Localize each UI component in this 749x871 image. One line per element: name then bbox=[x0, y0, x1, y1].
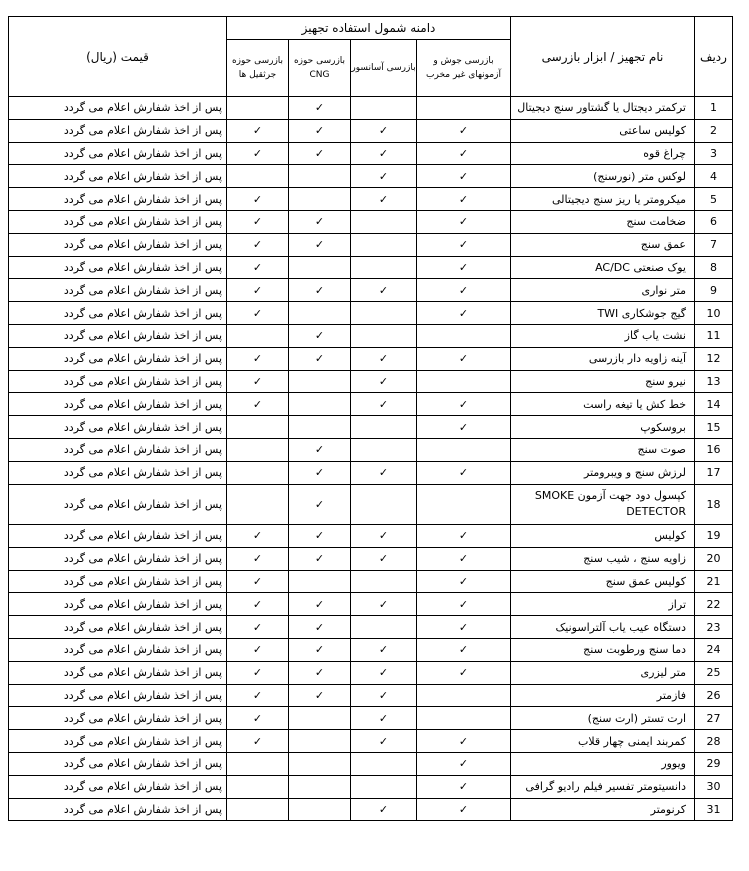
equipment-name: کولیس عمق سنج bbox=[511, 570, 695, 593]
equipment-name: چراغ قوه bbox=[511, 142, 695, 165]
empty-cell bbox=[351, 775, 417, 798]
check-mark-icon: ✓ bbox=[289, 547, 351, 570]
check-mark-icon: ✓ bbox=[351, 593, 417, 616]
check-mark-icon: ✓ bbox=[351, 525, 417, 548]
row-number: 18 bbox=[695, 484, 733, 525]
equipment-name: نیرو سنج bbox=[511, 370, 695, 393]
equipment-table bbox=[8, 16, 733, 821]
header-cranes: بازرسی حوزه جرثقیل ها bbox=[227, 40, 289, 97]
empty-cell bbox=[351, 438, 417, 461]
empty-cell bbox=[289, 370, 351, 393]
check-mark-icon: ✓ bbox=[227, 547, 289, 570]
check-mark-icon: ✓ bbox=[417, 525, 511, 548]
check-mark-icon: ✓ bbox=[417, 616, 511, 639]
empty-cell bbox=[289, 775, 351, 798]
row-number: 22 bbox=[695, 593, 733, 616]
empty-cell bbox=[227, 753, 289, 776]
check-mark-icon: ✓ bbox=[289, 484, 351, 525]
check-mark-icon: ✓ bbox=[351, 393, 417, 416]
table-row bbox=[9, 142, 733, 165]
empty-cell bbox=[289, 707, 351, 730]
empty-cell bbox=[351, 484, 417, 525]
table-row bbox=[9, 570, 733, 593]
check-mark-icon: ✓ bbox=[227, 639, 289, 662]
check-mark-icon: ✓ bbox=[227, 661, 289, 684]
row-number: 6 bbox=[695, 210, 733, 233]
empty-cell bbox=[227, 798, 289, 821]
table-row bbox=[9, 256, 733, 279]
empty-cell bbox=[289, 302, 351, 325]
check-mark-icon: ✓ bbox=[417, 730, 511, 753]
empty-cell bbox=[289, 730, 351, 753]
header-usage-scope: دامنه شمول استفاده تجهیز bbox=[227, 17, 511, 40]
equipment-name: کپسول دود جهت آزمون SMOKE DETECTOR bbox=[511, 484, 695, 525]
check-mark-icon: ✓ bbox=[289, 616, 351, 639]
empty-cell bbox=[351, 570, 417, 593]
equipment-name: تراز bbox=[511, 593, 695, 616]
table-row bbox=[9, 525, 733, 548]
check-mark-icon: ✓ bbox=[227, 210, 289, 233]
check-mark-icon: ✓ bbox=[289, 119, 351, 142]
equipment-name: ترکمتر دیجتال یا گشتاور سنج دیجیتال bbox=[511, 97, 695, 120]
empty-cell bbox=[289, 753, 351, 776]
empty-cell bbox=[351, 210, 417, 233]
empty-cell bbox=[227, 438, 289, 461]
equipment-name: دستگاه عیب یاب آلتراسونیک bbox=[511, 616, 695, 639]
equipment-name: کولیس ساعتی bbox=[511, 119, 695, 142]
check-mark-icon: ✓ bbox=[417, 775, 511, 798]
empty-cell bbox=[417, 684, 511, 707]
table-row bbox=[9, 233, 733, 256]
table-row bbox=[9, 684, 733, 707]
equipment-name: عمق سنج bbox=[511, 233, 695, 256]
empty-cell bbox=[227, 484, 289, 525]
check-mark-icon: ✓ bbox=[227, 616, 289, 639]
row-number: 25 bbox=[695, 661, 733, 684]
check-mark-icon: ✓ bbox=[289, 347, 351, 370]
check-mark-icon: ✓ bbox=[227, 279, 289, 302]
equipment-name: کمربند ایمنی چهار قلاب bbox=[511, 730, 695, 753]
empty-cell bbox=[227, 416, 289, 439]
table-row bbox=[9, 461, 733, 484]
price-cell: پس از اخذ شفارش اعلام می گردد bbox=[9, 639, 227, 662]
equipment-name: یوک صنعتی AC/DC bbox=[511, 256, 695, 279]
empty-cell bbox=[417, 707, 511, 730]
equipment-table-container bbox=[8, 16, 732, 821]
header-row-number: ردیف bbox=[695, 17, 733, 97]
table-row bbox=[9, 707, 733, 730]
row-number: 9 bbox=[695, 279, 733, 302]
row-number: 24 bbox=[695, 639, 733, 662]
check-mark-icon: ✓ bbox=[351, 370, 417, 393]
row-number: 10 bbox=[695, 302, 733, 325]
check-mark-icon: ✓ bbox=[417, 347, 511, 370]
row-number: 16 bbox=[695, 438, 733, 461]
check-mark-icon: ✓ bbox=[227, 119, 289, 142]
table-row bbox=[9, 324, 733, 347]
table-row bbox=[9, 438, 733, 461]
check-mark-icon: ✓ bbox=[417, 279, 511, 302]
table-row bbox=[9, 484, 733, 525]
table-row bbox=[9, 393, 733, 416]
check-mark-icon: ✓ bbox=[351, 639, 417, 662]
check-mark-icon: ✓ bbox=[417, 570, 511, 593]
price-cell: پس از اخذ شفارش اعلام می گردد bbox=[9, 593, 227, 616]
price-cell: پس از اخذ شفارش اعلام می گردد bbox=[9, 525, 227, 548]
price-cell: پس از اخذ شفارش اعلام می گردد bbox=[9, 279, 227, 302]
check-mark-icon: ✓ bbox=[227, 347, 289, 370]
check-mark-icon: ✓ bbox=[417, 639, 511, 662]
row-number: 12 bbox=[695, 347, 733, 370]
price-cell: پس از اخذ شفارش اعلام می گردد bbox=[9, 256, 227, 279]
row-number: 31 bbox=[695, 798, 733, 821]
empty-cell bbox=[227, 775, 289, 798]
table-row bbox=[9, 416, 733, 439]
price-cell: پس از اخذ شفارش اعلام می گردد bbox=[9, 753, 227, 776]
check-mark-icon: ✓ bbox=[227, 593, 289, 616]
price-cell: پس از اخذ شفارش اعلام می گردد bbox=[9, 798, 227, 821]
check-mark-icon: ✓ bbox=[351, 798, 417, 821]
equipment-name: زاویه سنج ، شیب سنج bbox=[511, 547, 695, 570]
empty-cell bbox=[417, 370, 511, 393]
check-mark-icon: ✓ bbox=[417, 142, 511, 165]
empty-cell bbox=[351, 233, 417, 256]
empty-cell bbox=[417, 324, 511, 347]
empty-cell bbox=[417, 484, 511, 525]
table-row bbox=[9, 639, 733, 662]
check-mark-icon: ✓ bbox=[289, 593, 351, 616]
check-mark-icon: ✓ bbox=[351, 188, 417, 211]
price-cell: پس از اخذ شفارش اعلام می گردد bbox=[9, 461, 227, 484]
equipment-name: متر نواری bbox=[511, 279, 695, 302]
table-row bbox=[9, 547, 733, 570]
equipment-name: متر لیزری bbox=[511, 661, 695, 684]
check-mark-icon: ✓ bbox=[289, 639, 351, 662]
price-cell: پس از اخذ شفارش اعلام می گردد bbox=[9, 393, 227, 416]
row-number: 20 bbox=[695, 547, 733, 570]
price-cell: پس از اخذ شفارش اعلام می گردد bbox=[9, 119, 227, 142]
check-mark-icon: ✓ bbox=[417, 302, 511, 325]
table-row bbox=[9, 279, 733, 302]
table-row bbox=[9, 97, 733, 120]
check-mark-icon: ✓ bbox=[289, 438, 351, 461]
equipment-name: میکرومتر یا ریز سنج دیجیتالی bbox=[511, 188, 695, 211]
check-mark-icon: ✓ bbox=[417, 256, 511, 279]
check-mark-icon: ✓ bbox=[351, 661, 417, 684]
empty-cell bbox=[351, 256, 417, 279]
price-cell: پس از اخذ شفارش اعلام می گردد bbox=[9, 370, 227, 393]
check-mark-icon: ✓ bbox=[417, 593, 511, 616]
price-cell: پس از اخذ شفارش اعلام می گردد bbox=[9, 707, 227, 730]
equipment-name: ارت تستر (ارت سنج) bbox=[511, 707, 695, 730]
table-row bbox=[9, 730, 733, 753]
empty-cell bbox=[289, 416, 351, 439]
price-cell: پس از اخذ شفارش اعلام می گردد bbox=[9, 684, 227, 707]
empty-cell bbox=[227, 324, 289, 347]
equipment-name: دانسیتومتر تفسیر فیلم رادیو گرافی bbox=[511, 775, 695, 798]
check-mark-icon: ✓ bbox=[289, 233, 351, 256]
check-mark-icon: ✓ bbox=[227, 525, 289, 548]
equipment-table-body bbox=[9, 97, 733, 821]
header-cng: بازرسی حوزه CNG bbox=[289, 40, 351, 97]
check-mark-icon: ✓ bbox=[351, 279, 417, 302]
table-row bbox=[9, 370, 733, 393]
table-row bbox=[9, 188, 733, 211]
table-row bbox=[9, 119, 733, 142]
empty-cell bbox=[227, 165, 289, 188]
check-mark-icon: ✓ bbox=[417, 798, 511, 821]
check-mark-icon: ✓ bbox=[417, 661, 511, 684]
empty-cell bbox=[289, 188, 351, 211]
check-mark-icon: ✓ bbox=[227, 188, 289, 211]
row-number: 11 bbox=[695, 324, 733, 347]
equipment-name: گیج جوشکاری TWI bbox=[511, 302, 695, 325]
check-mark-icon: ✓ bbox=[351, 461, 417, 484]
empty-cell bbox=[351, 97, 417, 120]
row-number: 19 bbox=[695, 525, 733, 548]
empty-cell bbox=[289, 256, 351, 279]
row-number: 8 bbox=[695, 256, 733, 279]
price-cell: پس از اخذ شفارش اعلام می گردد bbox=[9, 233, 227, 256]
check-mark-icon: ✓ bbox=[289, 279, 351, 302]
row-number: 29 bbox=[695, 753, 733, 776]
price-cell: پس از اخذ شفارش اعلام می گردد bbox=[9, 661, 227, 684]
equipment-name: دما سنج ورطوبت سنج bbox=[511, 639, 695, 662]
empty-cell bbox=[351, 324, 417, 347]
price-cell: پس از اخذ شفارش اعلام می گردد bbox=[9, 547, 227, 570]
empty-cell bbox=[227, 461, 289, 484]
price-cell: پس از اخذ شفارش اعلام می گردد bbox=[9, 324, 227, 347]
price-cell: پس از اخذ شفارش اعلام می گردد bbox=[9, 188, 227, 211]
check-mark-icon: ✓ bbox=[351, 347, 417, 370]
check-mark-icon: ✓ bbox=[227, 142, 289, 165]
equipment-name: کولیس bbox=[511, 525, 695, 548]
empty-cell bbox=[227, 97, 289, 120]
price-cell: پس از اخذ شفارش اعلام می گردد bbox=[9, 616, 227, 639]
empty-cell bbox=[351, 302, 417, 325]
table-row bbox=[9, 753, 733, 776]
check-mark-icon: ✓ bbox=[289, 525, 351, 548]
check-mark-icon: ✓ bbox=[227, 684, 289, 707]
check-mark-icon: ✓ bbox=[351, 684, 417, 707]
price-cell: پس از اخذ شفارش اعلام می گردد bbox=[9, 347, 227, 370]
equipment-name: لوکس متر (نورسنج) bbox=[511, 165, 695, 188]
price-cell: پس از اخذ شفارش اعلام می گردد bbox=[9, 570, 227, 593]
empty-cell bbox=[289, 798, 351, 821]
empty-cell bbox=[417, 97, 511, 120]
check-mark-icon: ✓ bbox=[351, 165, 417, 188]
price-cell: پس از اخذ شفارش اعلام می گردد bbox=[9, 438, 227, 461]
row-number: 1 bbox=[695, 97, 733, 120]
check-mark-icon: ✓ bbox=[417, 233, 511, 256]
check-mark-icon: ✓ bbox=[417, 165, 511, 188]
row-number: 15 bbox=[695, 416, 733, 439]
empty-cell bbox=[289, 165, 351, 188]
price-cell: پس از اخذ شفارش اعلام می گردد bbox=[9, 142, 227, 165]
price-cell: پس از اخذ شفارش اعلام می گردد bbox=[9, 97, 227, 120]
price-cell: پس از اخذ شفارش اعلام می گردد bbox=[9, 210, 227, 233]
check-mark-icon: ✓ bbox=[417, 119, 511, 142]
row-number: 17 bbox=[695, 461, 733, 484]
check-mark-icon: ✓ bbox=[351, 730, 417, 753]
check-mark-icon: ✓ bbox=[351, 547, 417, 570]
check-mark-icon: ✓ bbox=[417, 416, 511, 439]
equipment-name: بروسکوپ bbox=[511, 416, 695, 439]
check-mark-icon: ✓ bbox=[351, 119, 417, 142]
table-row bbox=[9, 775, 733, 798]
table-row bbox=[9, 798, 733, 821]
check-mark-icon: ✓ bbox=[227, 707, 289, 730]
row-number: 7 bbox=[695, 233, 733, 256]
check-mark-icon: ✓ bbox=[289, 461, 351, 484]
price-cell: پس از اخذ شفارش اعلام می گردد bbox=[9, 730, 227, 753]
row-number: 28 bbox=[695, 730, 733, 753]
table-row bbox=[9, 347, 733, 370]
header-welding-ndt: بازرسی جوش و آزمونهای غیر مخرب bbox=[417, 40, 511, 97]
equipment-name: فازمتر bbox=[511, 684, 695, 707]
row-number: 26 bbox=[695, 684, 733, 707]
price-cell: پس از اخذ شفارش اعلام می گردد bbox=[9, 416, 227, 439]
equipment-name: صوت سنج bbox=[511, 438, 695, 461]
check-mark-icon: ✓ bbox=[417, 210, 511, 233]
row-number: 2 bbox=[695, 119, 733, 142]
row-number: 14 bbox=[695, 393, 733, 416]
equipment-name: لرزش سنج و ویبرومتر bbox=[511, 461, 695, 484]
check-mark-icon: ✓ bbox=[351, 142, 417, 165]
table-row bbox=[9, 165, 733, 188]
empty-cell bbox=[351, 416, 417, 439]
check-mark-icon: ✓ bbox=[351, 707, 417, 730]
equipment-name: ضخامت سنج bbox=[511, 210, 695, 233]
check-mark-icon: ✓ bbox=[227, 256, 289, 279]
check-mark-icon: ✓ bbox=[289, 210, 351, 233]
check-mark-icon: ✓ bbox=[417, 188, 511, 211]
empty-cell bbox=[351, 616, 417, 639]
price-cell: پس از اخذ شفارش اعلام می گردد bbox=[9, 775, 227, 798]
check-mark-icon: ✓ bbox=[417, 393, 511, 416]
equipment-name: خط کش یا تیغه راست bbox=[511, 393, 695, 416]
row-number: 13 bbox=[695, 370, 733, 393]
check-mark-icon: ✓ bbox=[227, 370, 289, 393]
check-mark-icon: ✓ bbox=[417, 753, 511, 776]
check-mark-icon: ✓ bbox=[227, 233, 289, 256]
price-cell: پس از اخذ شفارش اعلام می گردد bbox=[9, 484, 227, 525]
header-elevator: بازرسی آسانسور bbox=[351, 40, 417, 97]
check-mark-icon: ✓ bbox=[289, 661, 351, 684]
check-mark-icon: ✓ bbox=[227, 393, 289, 416]
header-price: قیمت (ریال) bbox=[9, 17, 227, 97]
check-mark-icon: ✓ bbox=[289, 324, 351, 347]
table-row bbox=[9, 593, 733, 616]
check-mark-icon: ✓ bbox=[289, 142, 351, 165]
row-number: 21 bbox=[695, 570, 733, 593]
check-mark-icon: ✓ bbox=[289, 684, 351, 707]
equipment-name: نشت یاب گاز bbox=[511, 324, 695, 347]
row-number: 27 bbox=[695, 707, 733, 730]
equipment-name: ویوور bbox=[511, 753, 695, 776]
row-number: 23 bbox=[695, 616, 733, 639]
row-number: 3 bbox=[695, 142, 733, 165]
table-row bbox=[9, 210, 733, 233]
check-mark-icon: ✓ bbox=[227, 730, 289, 753]
table-row bbox=[9, 616, 733, 639]
table-row bbox=[9, 661, 733, 684]
equipment-name: کرنومتر bbox=[511, 798, 695, 821]
check-mark-icon: ✓ bbox=[417, 547, 511, 570]
empty-cell bbox=[289, 393, 351, 416]
header-equipment-name: نام تجهیز / ابزار بازرسی bbox=[511, 17, 695, 97]
empty-cell bbox=[289, 570, 351, 593]
table-row bbox=[9, 302, 733, 325]
row-number: 5 bbox=[695, 188, 733, 211]
row-number: 30 bbox=[695, 775, 733, 798]
empty-cell bbox=[417, 438, 511, 461]
check-mark-icon: ✓ bbox=[227, 302, 289, 325]
equipment-name: آینه زاویه دار بازرسی bbox=[511, 347, 695, 370]
empty-cell bbox=[351, 753, 417, 776]
check-mark-icon: ✓ bbox=[417, 461, 511, 484]
price-cell: پس از اخذ شفارش اعلام می گردد bbox=[9, 165, 227, 188]
check-mark-icon: ✓ bbox=[227, 570, 289, 593]
row-number: 4 bbox=[695, 165, 733, 188]
check-mark-icon: ✓ bbox=[289, 97, 351, 120]
price-cell: پس از اخذ شفارش اعلام می گردد bbox=[9, 302, 227, 325]
